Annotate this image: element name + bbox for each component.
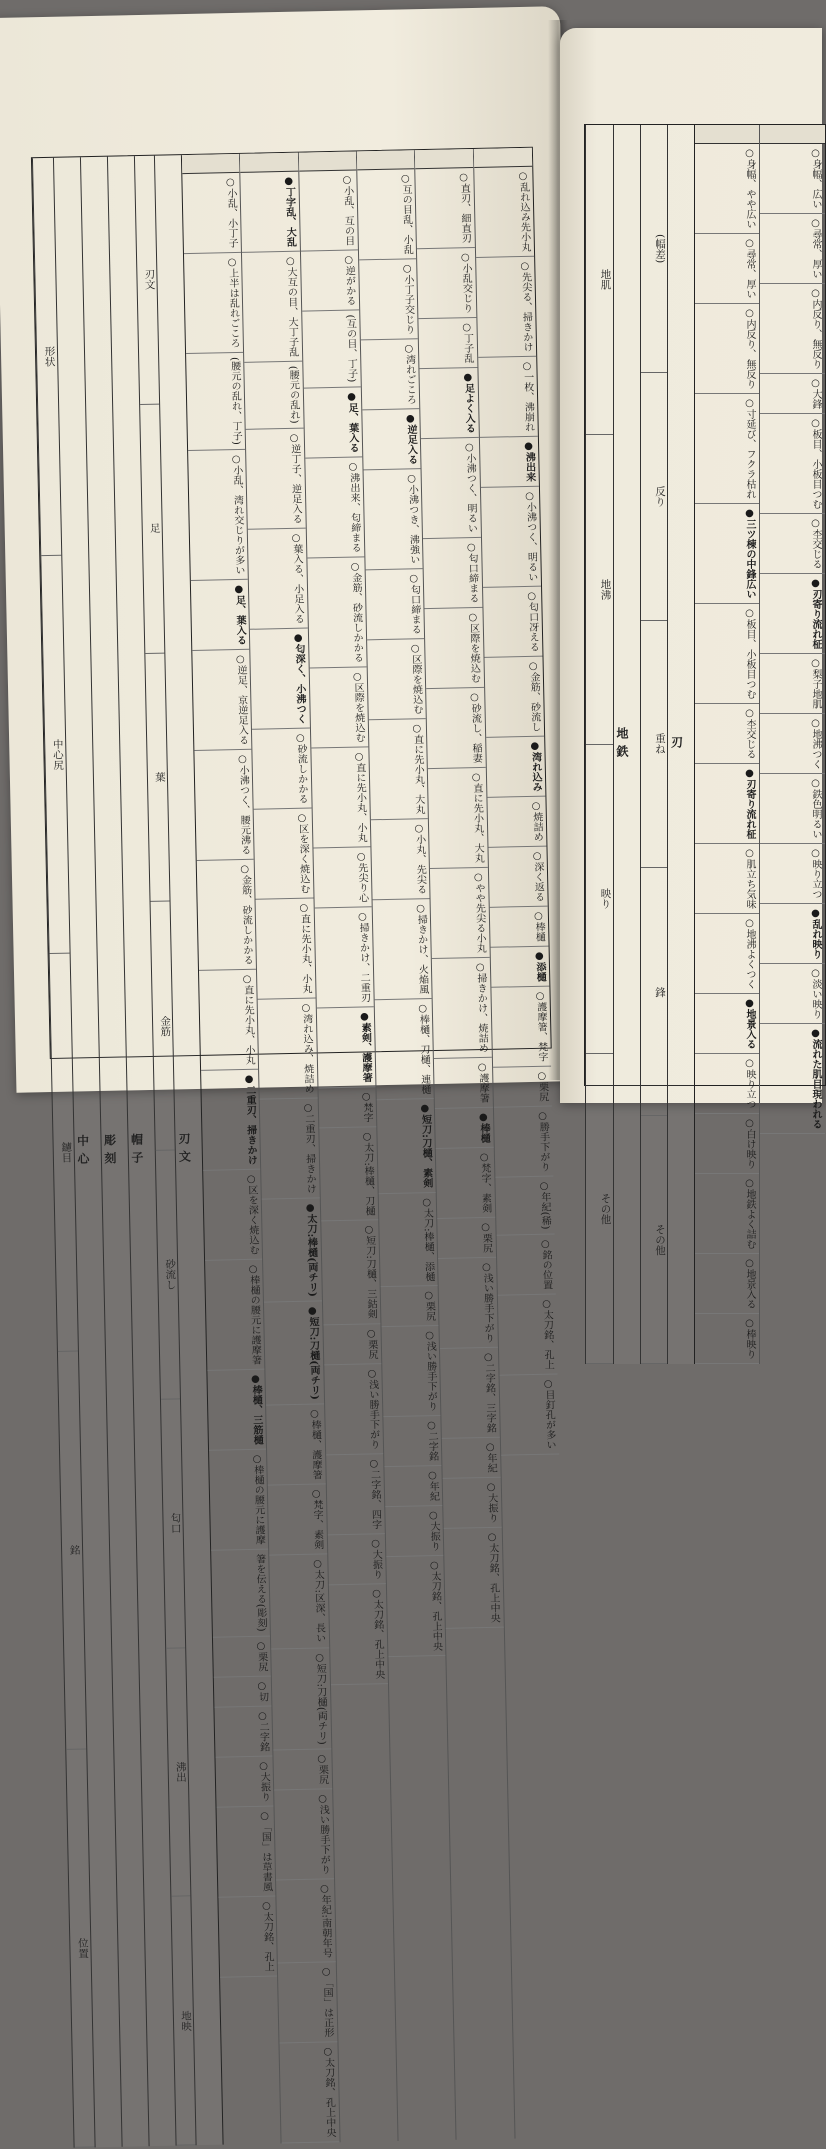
table-cell: ○小沸つき、沸強い bbox=[364, 469, 423, 570]
table-cell: ●地景入る bbox=[695, 994, 759, 1054]
table-cell: ○地景入る bbox=[695, 1254, 759, 1314]
table-cell: ○尋常、厚い bbox=[695, 234, 759, 304]
table-cell: ●太刀:棒樋(両チリ) bbox=[262, 1198, 321, 1302]
table-cell: ○太刀銘、孔上中央 bbox=[386, 1556, 445, 1657]
table-cell: ○小乱交じり bbox=[417, 248, 476, 319]
table-cell: ○直に先小丸、小丸 bbox=[311, 747, 370, 848]
column-head bbox=[182, 154, 240, 174]
table-cell: ●二重刃、掃きかけ bbox=[201, 1070, 260, 1171]
table-cell: ○栗尻 bbox=[438, 1218, 496, 1259]
table-cell: ○杢交じる bbox=[695, 704, 759, 764]
table-cell: ○年紀 bbox=[442, 1438, 500, 1479]
table-cell: ○掃きかけ、焼詰め bbox=[432, 958, 491, 1059]
table-cell: ○直に先小丸、大丸 bbox=[428, 768, 487, 869]
table-cell: ○直に先小丸、大丸 bbox=[369, 719, 428, 820]
row-header-sugata bbox=[667, 125, 694, 1364]
row-subheader: 鋒 bbox=[641, 868, 668, 1116]
row-subheader: 地沸 bbox=[586, 435, 613, 745]
table-cell: ○区際を焼込む bbox=[309, 667, 368, 748]
table-cell: ○梵字 bbox=[318, 1087, 376, 1128]
table-cell: ○小沸つく、明るい bbox=[421, 438, 480, 539]
table-cell: ○先尖り心 bbox=[313, 847, 372, 908]
table-cell: ○葉入る、小足入る bbox=[248, 528, 307, 629]
table-cell: ○区を深く焼込む bbox=[203, 1169, 262, 1260]
table-cell: ○二字銘、三字銘 bbox=[440, 1348, 499, 1439]
row-header-label: 中心 bbox=[75, 1134, 91, 1171]
table-cell: ○銘の位置 bbox=[496, 1234, 556, 1295]
table-cell: ●三ツ棟の中鋒広い bbox=[695, 504, 759, 604]
row-header-column bbox=[585, 125, 695, 1364]
table-cell: ○太刀:棒樋、刀樋 bbox=[319, 1127, 378, 1222]
table-cell: ○梨子地肌 bbox=[760, 654, 825, 714]
table-cell: ○二字銘 bbox=[214, 1706, 272, 1757]
table-cell: ○年紀 bbox=[384, 1466, 442, 1507]
table-cell: ○身幅、広い bbox=[760, 144, 825, 214]
table-cell: ○寸延び、フクラ枯れ bbox=[695, 394, 759, 504]
table-cell: ○棒樋の腰元に護摩箸 bbox=[205, 1259, 265, 1370]
table-cell: ○浅い勝手下がり bbox=[438, 1258, 497, 1349]
table-cell: ○一枚、沸崩れ bbox=[478, 357, 538, 438]
row-subheader: 金筋 bbox=[150, 902, 175, 1151]
row-header-label: 帽子 bbox=[129, 1133, 145, 1170]
table-cell: ○金筋、砂流しかかる bbox=[307, 557, 367, 668]
row-subheader: 匂口 bbox=[160, 1399, 185, 1648]
table-cell: ○直に先小丸、小丸 bbox=[256, 898, 315, 999]
table-cell: ○二字銘 bbox=[383, 1416, 441, 1467]
row-header-label: 刃文 bbox=[176, 1132, 192, 1169]
table-cell: ○切 bbox=[214, 1676, 272, 1707]
table-cell: ●短刀:刀樋、素剣 bbox=[377, 1099, 436, 1194]
table-cell: ○地沸よくつく bbox=[695, 914, 759, 994]
column-head bbox=[415, 149, 473, 169]
table-cell: ○梵字、素剣 bbox=[268, 1485, 327, 1556]
row-subheader: 鑢目 bbox=[50, 954, 78, 1352]
table-cell: ●湾れ込み bbox=[486, 737, 546, 798]
comparison-table-right bbox=[584, 124, 826, 1359]
table-cell: ○掃きかけ、火焔風 bbox=[373, 899, 432, 1000]
table-cell: ○金筋、砂流しかかる bbox=[197, 860, 257, 971]
table-cell: ○身幅、やや広い bbox=[695, 144, 759, 234]
table-cell: ○丁子乱 bbox=[419, 318, 477, 369]
row-subheader: 映り bbox=[586, 745, 613, 1055]
table-cell: ○乱れ込み先小丸 bbox=[474, 167, 534, 258]
row-subheader: 地映 bbox=[171, 1897, 196, 2146]
row-subheader: 葉 bbox=[145, 653, 170, 902]
table-cell: ○浅い勝手下がり bbox=[324, 1364, 383, 1455]
table-cell: ○白け映り bbox=[695, 1114, 759, 1174]
table-cell: ●棒樋 bbox=[435, 1108, 493, 1149]
table-cell: ○砂流しかかる bbox=[252, 728, 311, 809]
table-cell: ○地鉄よく詰む bbox=[695, 1174, 759, 1254]
table-cell: ○砂流し、稲妻 bbox=[426, 688, 485, 769]
table-cell: ○年紀(稀) bbox=[495, 1177, 555, 1236]
table-cell: ○直刃、細直刃 bbox=[416, 168, 475, 249]
table-cell: ○淡い映り bbox=[760, 964, 825, 1024]
table-cell: ●丁字乱、大乱 bbox=[241, 172, 300, 253]
column-head bbox=[474, 148, 533, 168]
table-cell: ○掃きかけ、二重刃 bbox=[314, 907, 373, 1008]
table-cell: ○小乱、互の目 bbox=[299, 170, 358, 251]
table-cell: ○小乱、湾れ交じりが多い bbox=[188, 450, 248, 581]
table-cell: ○護摩箸 bbox=[434, 1058, 492, 1109]
table-cell: ○太刀銘、孔上 bbox=[498, 1294, 558, 1375]
table-cell: ○栗尻 bbox=[323, 1324, 381, 1365]
column-head bbox=[240, 153, 298, 173]
table-cell: ○小丁子交じり bbox=[359, 259, 418, 340]
table-cell: ○やや先尖る小丸 bbox=[430, 868, 489, 959]
table-cell: ○太刀銘、孔上 bbox=[218, 1896, 277, 1977]
table-cell: ○目釘孔が多い bbox=[499, 1374, 559, 1455]
table-cell: ○年紀:南朝年号 bbox=[276, 1879, 335, 1964]
table-cell: ●刃寄り流れ柾 bbox=[695, 764, 759, 844]
table-cell: ●添樋 bbox=[490, 947, 549, 988]
table-cell: ●足よく入る bbox=[420, 368, 479, 439]
table-cell: ○二重刃、掃きかけ bbox=[260, 1098, 319, 1199]
table-cell: ○区際を焼込む bbox=[367, 639, 426, 720]
row-header-jigane bbox=[613, 125, 640, 1364]
table-cell: ○大振り bbox=[385, 1506, 443, 1557]
column-head bbox=[760, 125, 825, 144]
row-subheader: 重ね bbox=[641, 621, 668, 869]
table-cell: ○湾れごころ bbox=[361, 339, 420, 410]
table-cell: ○杢交じる bbox=[760, 514, 825, 574]
table-cell: ○棒映り bbox=[695, 1314, 759, 1364]
table-cell: ○浅い勝手下がり bbox=[275, 1789, 334, 1880]
table-cell: ●刃寄り流れ柾 bbox=[760, 574, 825, 654]
table-cell: ○尋常、厚い bbox=[760, 214, 825, 284]
table-cell: ○大振り bbox=[443, 1478, 501, 1529]
table-cell: ●沸出来 bbox=[480, 437, 539, 488]
table-cell: ○「国」は正形 bbox=[278, 1962, 337, 2043]
table-cell: ●短刀:刀樋(両チリ) bbox=[264, 1301, 323, 1405]
table-cell: ○匂口冴える bbox=[483, 587, 543, 658]
table-cell: ○太刀:棒樋、添樋 bbox=[379, 1193, 438, 1288]
table-cell: ○金筋、砂流し bbox=[484, 657, 544, 738]
comparison-table-left bbox=[31, 147, 556, 2138]
table-cell: ●素剣、護摩箸 bbox=[316, 1007, 375, 1088]
table-cell: (互の目、丁子) bbox=[302, 310, 361, 388]
table-cell: ○直に先小丸、小丸 bbox=[199, 970, 258, 1071]
table-cell: ○太刀銘、孔上中央 bbox=[280, 2042, 339, 2143]
table-cell: ○逆足、京逆足入る bbox=[192, 650, 251, 751]
table-cell: ○区際を焼込む bbox=[425, 608, 484, 689]
left-page bbox=[0, 6, 582, 2138]
table-cell: ○焼詰め bbox=[487, 797, 546, 848]
row-header-label: 地鉄 bbox=[615, 726, 629, 763]
table-cell: ○短刀:刀樋、三鈷剣 bbox=[321, 1220, 380, 1325]
data-column-2 bbox=[760, 125, 825, 1364]
table-cell: ○勝手下がり bbox=[494, 1107, 554, 1178]
table-cell: ○二字銘、四字 bbox=[326, 1454, 385, 1535]
table-cell: ○太刀:区深、長い bbox=[270, 1554, 329, 1649]
data-column-1 bbox=[695, 125, 760, 1364]
table-cell: (腰元の乱れ、丁子) bbox=[186, 353, 245, 451]
table-cell: ○区を深く焼込む bbox=[254, 808, 313, 899]
table-cell: ○栗尻 bbox=[493, 1067, 552, 1108]
row-subheader: 沸出 bbox=[166, 1648, 191, 1897]
table-cell: ○沸出来、匂締まる bbox=[305, 457, 364, 558]
row-subheader: 刃文 bbox=[134, 156, 159, 405]
table-cell: ○湾れ込み、焼詰め bbox=[258, 998, 317, 1099]
table-cell: ○栗尻 bbox=[213, 1636, 271, 1677]
column-cells bbox=[760, 144, 825, 1134]
column-head bbox=[299, 151, 357, 171]
table-cell: ○深く返る bbox=[488, 847, 548, 908]
table-cell: ○逆がかる bbox=[301, 250, 360, 311]
table-cell: ●逆足入る bbox=[362, 409, 421, 470]
table-cell: ○板目、小板目つむ bbox=[695, 604, 759, 704]
table-cell: ○小乱、小丁子 bbox=[182, 173, 241, 254]
table-cell: ○棒樋、刀樋、連樋 bbox=[375, 999, 434, 1100]
table-cell: ●乱れ映り bbox=[760, 904, 825, 964]
table-cell: ○大鋒 bbox=[760, 374, 825, 414]
row-subheader: 銘 bbox=[58, 1352, 86, 1750]
table-cell: ○梵字、素剣 bbox=[436, 1148, 495, 1219]
table-cell: ○肌立ち気味 bbox=[695, 844, 759, 914]
table-cell: ○小丸、先尖る bbox=[371, 819, 430, 900]
table-cell: ○互の目乱、小乱 bbox=[357, 169, 416, 260]
table-cell: ○逆丁子、逆足入る bbox=[246, 428, 305, 529]
table-cell: ○小沸つく、腰元沸る bbox=[194, 750, 254, 861]
table-cell: ○小沸つく、明るい bbox=[481, 487, 541, 588]
table-cell: ○棒樋、護摩箸 bbox=[266, 1405, 325, 1486]
table-cell: ●足、葉入る bbox=[191, 580, 250, 651]
right-page bbox=[560, 28, 822, 1359]
table-cell: ○栗尻 bbox=[274, 1749, 332, 1790]
table-cell: ○映り立つ bbox=[695, 1054, 759, 1114]
table-cell: ●匂深く、小沸つく bbox=[250, 628, 309, 729]
row-subheader: その他 bbox=[586, 1054, 613, 1364]
table-cell: ○大振り bbox=[215, 1756, 273, 1807]
table-cell: ○棒樋 bbox=[489, 907, 548, 948]
column-cells bbox=[695, 144, 759, 1364]
row-subheader: その他 bbox=[641, 1116, 668, 1364]
row-subheader: (幅差) bbox=[641, 125, 668, 373]
row-header-label: 彫刻 bbox=[102, 1133, 118, 1170]
row-subheader: 地肌 bbox=[586, 125, 613, 435]
row-header-label: 刃 bbox=[669, 735, 684, 754]
table-cell: ○地沸つく bbox=[760, 714, 825, 774]
table-cell: ○匂口締まる bbox=[423, 538, 482, 609]
table-cell: ○大振り bbox=[327, 1534, 385, 1585]
table-cell: ○太刀銘、孔上中央 bbox=[444, 1528, 503, 1629]
table-cell: ○先尖る、掃きかけ bbox=[476, 257, 536, 358]
table-cell: ●流れた肌目現われる bbox=[760, 1024, 825, 1134]
table-cell: ○太刀銘、孔上中央 bbox=[329, 1584, 388, 1685]
column-head bbox=[357, 150, 415, 170]
table-cell: ○浅い勝手下がり bbox=[381, 1326, 440, 1417]
row-subheader: 反り bbox=[641, 373, 668, 621]
row-subheader: 足 bbox=[140, 404, 165, 653]
table-cell: ○棒樋の腰元に護摩 bbox=[209, 1449, 268, 1550]
table-cell: ○栗尻 bbox=[381, 1286, 439, 1327]
row-subheader: 形状 bbox=[33, 158, 61, 556]
table-cell: ○映り立つ bbox=[760, 844, 825, 904]
table-cell: ○内反り、無反り bbox=[695, 304, 759, 394]
row-subheader: 中心尻 bbox=[41, 556, 69, 954]
table-cell: (腰元の乱れ) bbox=[245, 362, 304, 430]
row-subheader: 砂流し bbox=[155, 1150, 180, 1399]
table-cell: ○護摩箸、梵字 bbox=[491, 987, 551, 1068]
table-cell: ●棒樋、三筋樋 bbox=[207, 1369, 266, 1450]
table-cell: ○「国」は草書風 bbox=[217, 1806, 276, 1897]
table-cell: ○板目、小板目つむ bbox=[760, 414, 825, 514]
row-subheader: 位置 bbox=[66, 1750, 94, 2148]
table-cell: ○匂口締まる bbox=[366, 569, 425, 640]
column-head bbox=[695, 125, 759, 144]
table-cell: 箸を伝える(彫刻) bbox=[211, 1549, 270, 1637]
table-cell: ○内反り、無反り bbox=[760, 284, 825, 374]
table-cell: ○短刀:刀樋(両チリ) bbox=[272, 1648, 331, 1750]
table-cell: ●足、葉入る bbox=[303, 387, 362, 458]
table-cell: ○上半は乱れごころ bbox=[184, 253, 243, 354]
table-cell: ○鉄色明るい bbox=[760, 774, 825, 844]
table-cell: ○大互の目、大丁子乱 bbox=[242, 252, 302, 363]
